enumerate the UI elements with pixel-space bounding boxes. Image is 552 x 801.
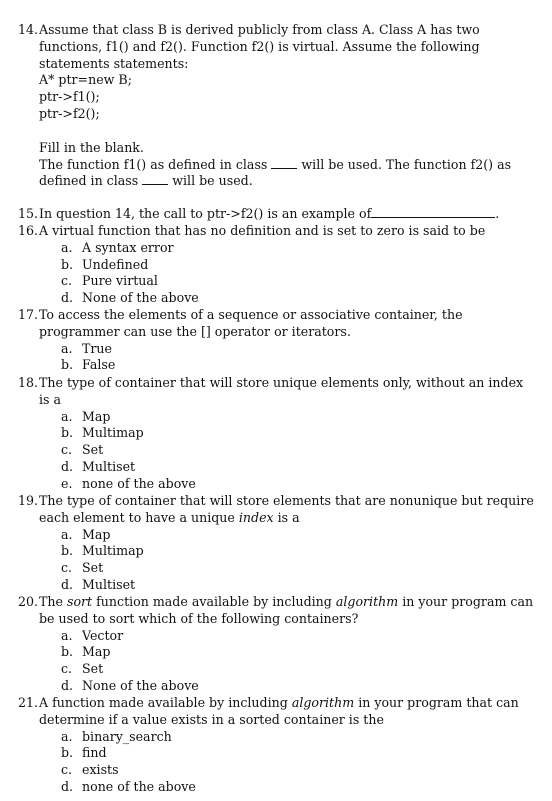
question-text: A virtual function that has no definition and is set to zero is said to be	[39, 223, 486, 238]
option-d[interactable]: d. None of the above	[61, 677, 199, 693]
option-c[interactable]: c. Set	[61, 661, 104, 677]
answer-options	[61, 341, 538, 375]
question-text-part: in your program that can	[358, 695, 519, 710]
option-a[interactable]: a. Vector	[61, 627, 124, 643]
question-text-part: In question 14, the call to ptr->f2() is an example of	[39, 206, 372, 221]
question-text: be used to sort which of the following containers?	[39, 610, 359, 626]
answer-options	[61, 240, 538, 307]
question-text-emphasis: sort	[66, 594, 93, 609]
code-line: A* ptr=new B;	[39, 72, 132, 88]
question-text-part: will be used.	[172, 173, 253, 189]
option-a[interactable]: a. A syntax error	[61, 239, 174, 255]
question-text-part: defined in class	[39, 173, 139, 189]
answer-options	[61, 729, 538, 796]
answer-options	[61, 409, 538, 493]
code-block	[39, 72, 538, 122]
question-number: 21.	[18, 695, 39, 710]
option-a[interactable]: a. binary_search	[61, 728, 172, 744]
question-number: 16.	[18, 223, 39, 238]
question-text-part: A function made available by including	[39, 695, 288, 710]
answer-options	[61, 527, 538, 594]
option-b[interactable]: b. Undefined	[61, 256, 149, 272]
question-text	[39, 157, 538, 174]
option-d[interactable]: d. Multiset	[61, 576, 136, 592]
answer-options	[61, 628, 538, 695]
question-text: programmer can use the [] operator or iterators.	[39, 323, 351, 339]
question-text: determine if a value exists in a sorted container is the	[39, 711, 384, 727]
option-a[interactable]: a. Map	[61, 408, 111, 424]
option-b[interactable]: b. Multimap	[61, 543, 144, 559]
question-text-emphasis: index	[238, 509, 274, 525]
question-number: 15.	[18, 206, 39, 221]
option-b[interactable]: b. False	[61, 357, 116, 373]
option-b[interactable]: b. Multimap	[61, 425, 144, 441]
question-17	[18, 307, 538, 374]
option-d[interactable]: d. none of the above	[61, 778, 196, 794]
question-text-part: .	[495, 206, 500, 221]
question-text	[39, 206, 538, 223]
option-d[interactable]: d. Multiset	[61, 458, 136, 474]
option-c[interactable]: c. exists	[61, 762, 119, 778]
option-b[interactable]: b. find	[61, 745, 107, 761]
code-line: ptr->f2();	[39, 105, 100, 121]
question-20	[18, 594, 538, 695]
question-19	[18, 493, 538, 594]
option-a[interactable]: a. Map	[61, 526, 111, 542]
code-line: ptr->f1();	[39, 89, 100, 105]
option-d[interactable]: d. None of the above	[61, 290, 199, 306]
question-text: The type of container that will store unique elements only, without an index	[39, 375, 524, 390]
answer-blank[interactable]	[371, 207, 495, 218]
question-21	[18, 695, 538, 796]
question-text-part: each element to have a unique	[39, 509, 235, 525]
question-number: 14.	[18, 22, 39, 37]
question-text-part: is a	[277, 509, 300, 525]
question-text: To access the elements of a sequence or associative container, the	[39, 307, 463, 322]
question-number: 17.	[18, 307, 39, 322]
question-text: statements statements:	[39, 55, 189, 71]
question-text-part: will be used. The function f2() as	[301, 156, 512, 172]
option-c[interactable]: c. Set	[61, 442, 104, 458]
question-text-emphasis: algorithm	[335, 594, 399, 609]
question-text	[39, 695, 538, 712]
question-15	[18, 206, 538, 223]
question-text-part: The function f1() as defined in class	[39, 156, 268, 172]
question-text	[39, 173, 538, 190]
question-number: 19.	[18, 493, 39, 508]
question-number: 20.	[18, 594, 39, 609]
question-text: functions, f1() and f2(). Function f2() is virtual. Assume the following	[39, 38, 480, 54]
question-text-emphasis: algorithm	[291, 695, 355, 710]
option-e[interactable]: e. none of the above	[61, 475, 196, 491]
question-number: 18.	[18, 375, 39, 390]
answer-blank[interactable]	[142, 174, 168, 185]
question-text	[39, 594, 538, 611]
question-16	[18, 223, 538, 307]
answer-blank[interactable]	[271, 158, 297, 169]
question-text-part: function made available by including	[96, 594, 332, 609]
question-text-part: The	[39, 594, 63, 609]
question-text: The type of container that will store elements that are nonunique but require	[39, 493, 534, 508]
option-c[interactable]: c. Pure virtual	[61, 273, 158, 289]
question-text-part: in your program can	[402, 594, 534, 609]
question-text	[39, 510, 538, 527]
question-14	[18, 22, 538, 190]
question-text: is a	[39, 391, 62, 407]
option-c[interactable]: c. Set	[61, 560, 104, 576]
fill-in-instruction: Fill in the blank.	[39, 139, 144, 155]
option-a[interactable]: a. True	[61, 340, 112, 356]
question-18	[18, 375, 538, 493]
question-text: Assume that class B is derived publicly from class A. Class A has two	[39, 22, 480, 37]
option-b[interactable]: b. Map	[61, 644, 111, 660]
